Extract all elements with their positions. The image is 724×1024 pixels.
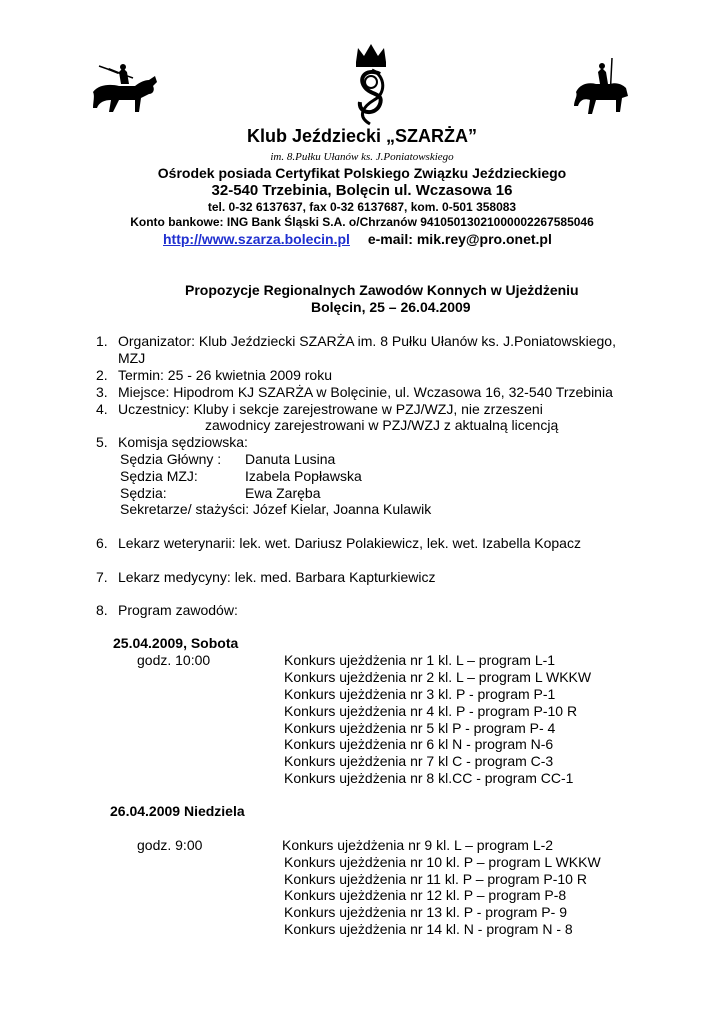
- item-8-text: Program zawodów:: [118, 602, 238, 618]
- event-row: Konkurs ujeżdżenia nr 5 kl P - program P- 4: [284, 720, 556, 736]
- item-5-text: Komisja sędziowska:: [118, 434, 248, 450]
- item-7-text: Lekarz medycyny: lek. med. Barbara Kapturkiewicz: [118, 569, 436, 585]
- judge-role: Sędzia MZJ:: [120, 468, 198, 484]
- event-row: Konkurs ujeżdżenia nr 7 kl C - program C-3: [284, 753, 554, 769]
- item-4-text: Uczestnicy: Kluby i sekcje zarejestrowane w PZJ/WZJ, nie zrzeszeni: [118, 401, 543, 417]
- item-7-number: 7.: [96, 569, 108, 585]
- event-row: Konkurs ujeżdżenia nr 4 kl. P - program P-10 R: [284, 703, 578, 719]
- crest-monogram-icon: [346, 40, 396, 128]
- horse-rider-right-icon: [566, 58, 636, 128]
- item-2-number: 2.: [96, 367, 108, 383]
- website-link[interactable]: http://www.szarza.bolecin.pl: [163, 231, 350, 247]
- address: 32-540 Trzebinia, Bolęcin ul. Wczasowa 16: [211, 182, 513, 199]
- event-row: Konkurs ujeżdżenia nr 8 kl.CC - program CC-1: [284, 770, 574, 786]
- day2-time: godz. 9:00: [137, 837, 203, 853]
- item-5-number: 5.: [96, 434, 108, 450]
- website-row: [163, 231, 552, 247]
- event-row: Konkurs ujeżdżenia nr 14 kl. N - program N - 8: [284, 921, 573, 937]
- event-row: Konkurs ujeżdżenia nr 10 kl. P – program L WKKW: [284, 854, 601, 870]
- horse-rider-left-icon: [85, 62, 165, 124]
- doc-title: Propozycje Regionalnych Zawodów Konnych w Ujeżdżeniu: [185, 282, 579, 298]
- item-3-number: 3.: [96, 384, 108, 400]
- item-1-text: Organizator: Klub Jeździecki SZARŻA im. 8 Pułku Ułanów ks. J.Poniatowskiego,: [118, 333, 616, 349]
- judge-name: Izabela Popławska: [245, 468, 362, 484]
- item-2-text: Termin: 25 - 26 kwietnia 2009 roku: [118, 367, 332, 383]
- item-8-number: 8.: [96, 602, 108, 618]
- secretaries: Sekretarze/ stażyści: Józef Kielar, Joanna Kulawik: [120, 501, 432, 517]
- event-row: Konkurs ujeżdżenia nr 1 kl. L – program L-1: [284, 652, 556, 668]
- club-name: Klub Jeździecki „SZARŻA”: [246, 126, 478, 146]
- event-row: Konkurs ujeżdżenia nr 12 kl. P – program P-8: [284, 887, 567, 903]
- event-row: Konkurs ujeżdżenia nr 3 kl. P - program P-1: [284, 686, 556, 702]
- doc-subtitle: Bolęcin, 25 – 26.04.2009: [311, 299, 471, 315]
- item-6-text: Lekarz weterynarii: lek. wet. Dariusz Polakiewicz, lek. wet. Izabella Kopacz: [118, 535, 581, 551]
- judge-role: Sędzia Główny :: [120, 451, 222, 467]
- judge-role: Sędzia:: [120, 485, 167, 501]
- phones: tel. 0-32 6137637, fax 0-32 6137687, kom. 0-501 358083: [207, 200, 517, 214]
- email: e-mail: mik.rey@pro.onet.pl: [367, 231, 552, 247]
- item-1-number: 1.: [96, 333, 108, 349]
- item-4-cont: zawodnicy zarejestrowani w PZJ/WZJ z aktualną licencją: [205, 417, 559, 433]
- day2-heading: 26.04.2009 Niedziela: [110, 803, 245, 819]
- certificate-line: Ośrodek posiada Certyfikat Polskiego Związku Jeździeckiego: [157, 165, 567, 181]
- day1-heading: 25.04.2009, Sobota: [113, 635, 239, 651]
- judge-name: Ewa Zaręba: [245, 485, 321, 501]
- judge-name: Danuta Lusina: [245, 451, 336, 467]
- bank-account: Konto bankowe: ING Bank Śląski S.A. o/Chrzanów 94105013021000002267585046: [130, 215, 594, 229]
- event-row: Konkurs ujeżdżenia nr 6 kl N - program N-6: [284, 736, 554, 752]
- day1-time: godz. 10:00: [137, 652, 211, 668]
- event-row: Konkurs ujeżdżenia nr 13 kl. P - program P- 9: [284, 904, 567, 920]
- club-subtitle: im. 8.Pułku Ułanów ks. J.Poniatowskiego: [270, 151, 454, 163]
- event-row: Konkurs ujeżdżenia nr 9 kl. L – program L-2: [282, 837, 554, 853]
- item-4-number: 4.: [96, 401, 108, 417]
- item-6-number: 6.: [96, 535, 108, 551]
- item-1-cont: MZJ: [118, 350, 146, 366]
- event-row: Konkurs ujeżdżenia nr 2 kl. L – program L WKKW: [284, 669, 592, 685]
- event-row: Konkurs ujeżdżenia nr 11 kl. P – program P-10 R: [284, 871, 587, 887]
- item-3-text: Miejsce: Hipodrom KJ SZARŻA w Bolęcinie, ul. Wczasowa 16, 32-540 Trzebinia: [118, 384, 613, 400]
